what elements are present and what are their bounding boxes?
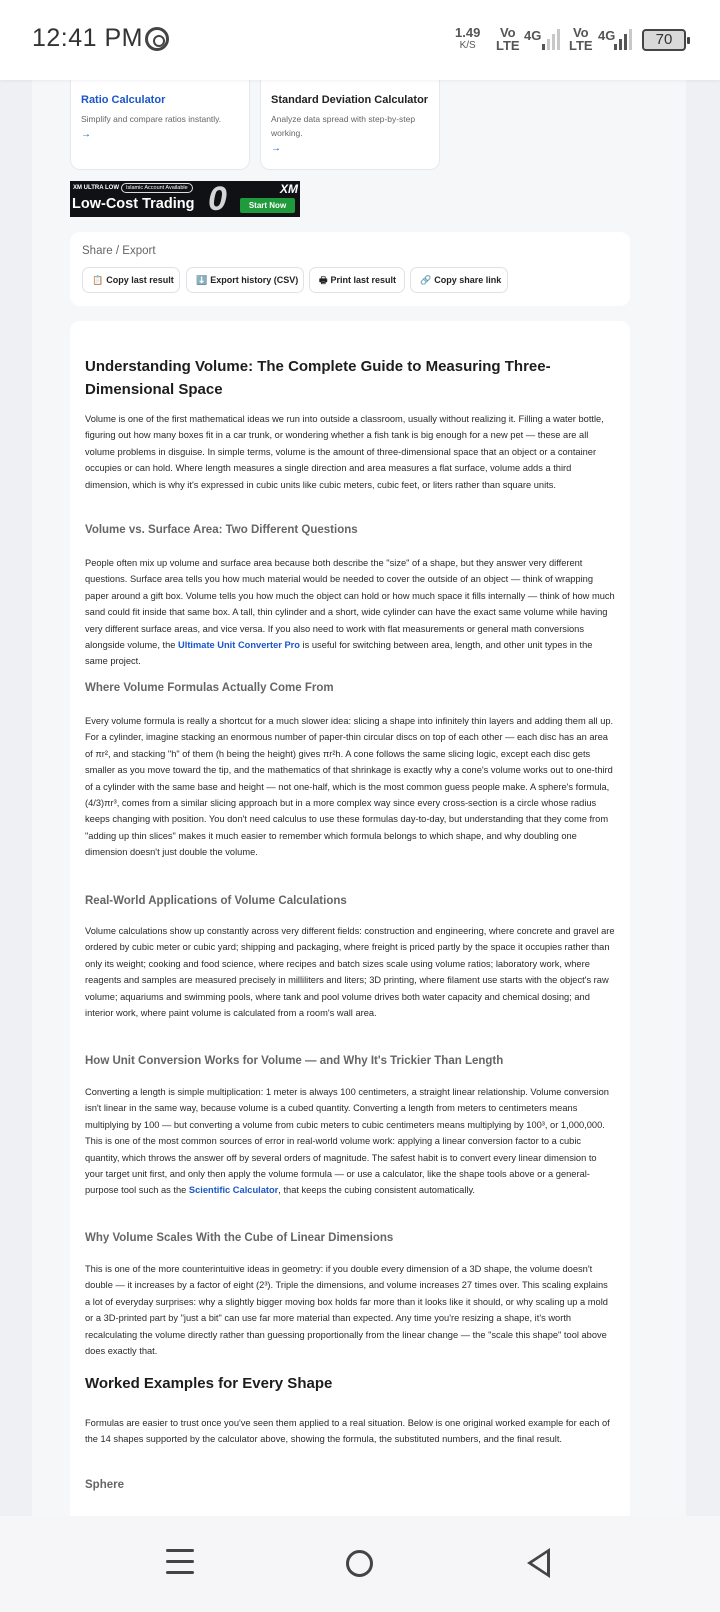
ad-top-text: XM ULTRA LOW: [73, 185, 119, 191]
button-label: Print last result: [330, 275, 397, 285]
sim2-vo-label: Vo: [572, 25, 589, 40]
paragraph-text: is useful for switching between area, length, and other unit types in the same project.: [85, 640, 593, 667]
network-speed-value: 1.49: [455, 25, 481, 40]
tool-card-std-dev[interactable]: [260, 80, 440, 170]
button-label: Copy last result: [106, 275, 174, 285]
article-paragraph: Volume is one of the first mathematical ideas we run into outside a classroom, usually without realizing it. Filling a water bottle, figuring out how many boxes fit in a car trunk, or wondering whether a fish tank is big enough for a new pet — these are all volume problems in disguise. In simple terms, volume is the amount of three-dimensional space that an object or a container occupies or can hold. Where length measures a single direction and area measures a flat surface, volume adds a third dimension, which is why it's expressed in cubic units like cubic meters, cubic feet, or liters rather than square units.: [85, 414, 604, 490]
article-paragraph: Formulas are easier to trust once you've seen them applied to a real situation. Below is one original worked example for each of the 14 shapes supported by the calculator above, showing the formula, the substituted numbers, and the final result.: [85, 1418, 610, 1445]
sim1-volte: [496, 26, 520, 52]
section-heading: How Unit Conversion Works for Volume — and Why It's Trickier Than Length: [85, 1055, 504, 1067]
tool-card-title[interactable]: Ratio Calculator: [81, 94, 166, 106]
unit-converter-link[interactable]: Ultimate Unit Converter Pro: [178, 640, 300, 651]
clipboard-icon: 📋: [92, 275, 104, 285]
tool-card-desc: Analyze data spread with step-by-step working.: [271, 114, 416, 138]
navigation-bar: [0, 1516, 720, 1612]
ad-headline: Low-Cost Trading: [72, 196, 195, 212]
arrow-right-icon[interactable]: →: [81, 129, 91, 140]
paragraph-text: Converting a length is simple multiplication: 1 meter is always 100 centimeters, a straight linear relationship. Volume conversion isn't linear in the same way, because volume is a cubed quantity. Converting a length from meters to centimeters means multiplying by 100 — but converting a volume from cubic meters to cubic centimeters means multiplying by 100³, or 1,000,000. This is one of the most common sources of error in real-world volume work: applying a linear conversion factor to a cubic quantity, which throws the answer off by several orders of magnitude. The safest habit is to convert every linear dimension to your target unit first, and only then apply the volume formula — or use a calculator, like the shape tools above or a general-purpose tool such as the: [85, 1087, 609, 1196]
article-paragraph: [85, 1084, 615, 1199]
print-last-result-button[interactable]: [309, 267, 405, 293]
sim1-network-type: 4G: [524, 28, 542, 43]
article-paragraph: [85, 555, 615, 670]
download-icon: ⬇️: [196, 275, 208, 285]
tool-card-title[interactable]: Standard Deviation Calculator: [271, 94, 429, 106]
ad-logo: XM: [280, 182, 298, 196]
sim2-lte-label: LTE: [569, 38, 593, 53]
network-speed: [455, 26, 480, 52]
article-title: Understanding Volume: The Complete Guide to Measuring Three-Dimensional Space: [85, 358, 551, 398]
ad-start-button[interactable]: Start Now: [240, 198, 295, 213]
section-heading: Volume vs. Surface Area: Two Different Questions: [85, 524, 358, 536]
ad-banner[interactable]: [70, 181, 300, 217]
sim2-volte: [569, 26, 593, 52]
network-speed-unit: K/S: [459, 40, 476, 51]
web-page: [32, 80, 686, 1516]
section-heading: Real-World Applications of Volume Calculations: [85, 895, 347, 907]
article-paragraph: Every volume formula is really a shortcut for a much slower idea: slicing a shape into infinitely thin layers and adding them all up. For a cylinder, imagine stacking an enormous number of paper-thin circular discs on top of each other — each disc has an area of πr², and stacking "h" of them (h being the height) gives πr²h. A cone follows the same slicing logic, except each disc gets smaller as you move toward the tip, and the mathematics of that shrinkage is exactly why a cone's volume works out to one-third of a cylinder with the same base and height — not one-half, which is the most common guess people make. A sphere's formula, (4/3)πr³, comes from a similar slicing approach but in a more complex way since every cross-section is a circle whose radius keeps changing with position. You don't need calculus to use these formulas day-to-day, but understanding that they come from "adding up thin slices" makes it much easier to remember which formula belongs to which shape, and why doubling one dimension doesn't just double the volume.: [85, 716, 614, 858]
article-paragraph: Volume calculations show up constantly across very different fields: construction and engineering, where concrete and gravel are ordered by cubic meter or cubic yard; shipping and packaging, where freight is priced partly by the space it occupies rather than only its weight; cooking and food science, where recipes and batch sizes scale using volume ratios; laboratory work, where reagents and samples are measured precisely in milliliters and liters; 3D printing, where filament use starts with the object's raw volume; aquariums and swimming pools, where tank and pool volume drives both water capacity and chemical dosing; and interior work, where paint volume is calculated from a room's wall area.: [85, 926, 615, 1019]
status-time: 12:41 PM: [32, 24, 144, 52]
sim2-network-type: 4G: [598, 28, 616, 43]
section-heading: Why Volume Scales With the Cube of Linear Dimensions: [85, 1232, 394, 1244]
article-paragraph: This is one of the more counterintuitive ideas in geometry: if you double every dimension of a 3D shape, the volume doesn't double — it increases by a factor of eight (2³). Triple the dimensions, and volume increases 27 times over. This scaling explains a lot of everyday surprises: why a slightly bigger moving box holds far more than it looks like it should, or why scaling up a mold or a 3D-printed part by "just a bit" can use far more material than expected. Any time you're resizing a shape, it's worth recalculating the volume directly rather than guessing proportionally from the linear change — the "scale this shape" tool above does exactly that.: [85, 1264, 608, 1357]
share-export-title: Share / Export: [82, 245, 156, 257]
printer-icon: 🖶: [319, 275, 328, 285]
section-heading: Sphere: [85, 1479, 124, 1491]
share-export-panel: [70, 232, 630, 306]
section-heading-large: Worked Examples for Every Shape: [85, 1375, 333, 1392]
copy-share-link-button[interactable]: [410, 267, 508, 293]
sim1-signal-icon: [542, 28, 562, 50]
paragraph-text: People often mix up volume and surface area because both describe the "size" of a shape, but they answer very different questions. Surface area tells you how much material would be needed to cover the outside of an object — think of wrapping paper around a gift box. Volume tells you how much the object can hold or how much space it fills internally — think of how much sand could fit inside that same box. A tall, thin cylinder and a short, wide cylinder can have the exact same volume while having very different surface areas, and vice versa. If you also need to work with flat measurements or general math conversions alongside volume, the: [85, 558, 615, 651]
tool-card-desc: Simplify and compare ratios instantly.: [81, 114, 222, 124]
status-bar: [0, 0, 720, 80]
button-label: Copy share link: [434, 275, 502, 285]
threads-icon: [145, 27, 169, 51]
sim2-signal-icon: [614, 28, 634, 50]
sim1-vo-label: Vo: [499, 25, 516, 40]
button-label: Export history (CSV): [210, 275, 299, 285]
menu-icon[interactable]: [166, 1547, 194, 1577]
paragraph-text: , that keeps the cubing consistent automatically.: [278, 1185, 476, 1196]
copy-last-result-button[interactable]: [82, 267, 180, 293]
section-heading: Where Volume Formulas Actually Come From: [85, 682, 334, 694]
arrow-right-icon[interactable]: →: [271, 143, 281, 154]
back-icon[interactable]: [527, 1548, 550, 1578]
ad-zero-graphic: 0: [208, 181, 227, 217]
link-icon: 🔗: [420, 275, 432, 285]
export-history-button[interactable]: [186, 267, 304, 293]
battery-icon: 70: [642, 29, 686, 51]
home-icon[interactable]: [346, 1550, 373, 1577]
tool-card-ratio[interactable]: [70, 80, 250, 170]
scientific-calculator-link[interactable]: Scientific Calculator: [188, 1185, 279, 1196]
sim1-lte-label: LTE: [496, 38, 520, 53]
ad-pill: Islamic Account Available: [121, 183, 193, 193]
article: [70, 321, 630, 1516]
